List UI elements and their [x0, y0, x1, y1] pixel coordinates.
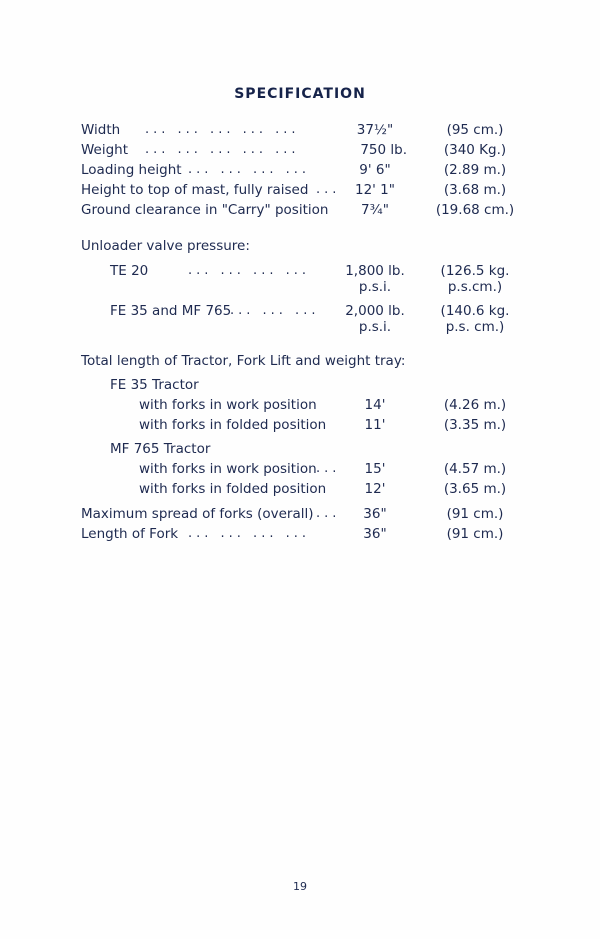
spec-metric-unit: p.s.cm.) — [447, 279, 503, 295]
spec-value: 2,000 lb. — [345, 303, 405, 319]
spec-value: 36" — [363, 506, 387, 522]
section-heading: Unloader valve pressure: — [81, 238, 250, 254]
tractor-name: MF 765 Tractor — [110, 441, 211, 457]
spec-label: with forks in folded position — [139, 481, 327, 497]
spec-label: with forks in folded position — [139, 417, 327, 433]
leader-dots: ... ... ... ... — [188, 263, 310, 278]
leader-dots: ... ... ... ... ... — [145, 122, 300, 137]
spec-metric: (19.68 cm.) — [435, 202, 515, 218]
leader-dots: ... — [316, 182, 341, 197]
spec-label: Height to top of mast, fully raised — [81, 182, 309, 198]
spec-label: Width — [81, 122, 121, 138]
leader-dots: ... ... ... ... — [188, 526, 310, 541]
spec-metric-unit: p.s. cm.) — [445, 319, 505, 335]
spec-metric: (340 Kg.) — [443, 142, 507, 158]
leader-dots: ... ... ... — [230, 303, 320, 318]
spec-metric: (2.89 m.) — [443, 162, 507, 178]
spec-metric: (3.68 m.) — [443, 182, 507, 198]
spec-value: 11' — [364, 417, 386, 433]
spec-metric: (126.5 kg. — [440, 263, 510, 279]
section-heading: Total length of Tractor, Fork Lift and weight tray: — [81, 353, 406, 369]
spec-label: with forks in work position — [139, 461, 317, 477]
spec-value: 9' 6" — [359, 162, 391, 178]
spec-value: 15' — [364, 461, 386, 477]
spec-label: Maximum spread of forks (overall) — [81, 506, 314, 522]
spec-value: 37½" — [356, 122, 394, 138]
spec-label: Loading height — [81, 162, 182, 178]
spec-metric: (3.65 m.) — [443, 481, 507, 497]
spec-value-unit: p.s.i. — [358, 279, 392, 295]
spec-value: 1,800 lb. — [345, 263, 405, 279]
spec-label: Weight — [81, 142, 129, 158]
spec-label: FE 35 and MF 765 — [110, 303, 232, 319]
spec-label: Ground clearance in "Carry" position — [81, 202, 329, 218]
page-title: SPECIFICATION — [234, 86, 366, 102]
tractor-name: FE 35 Tractor — [110, 377, 199, 393]
spec-value: 36" — [363, 526, 387, 542]
page-number: 19 — [293, 880, 307, 893]
spec-value: 750 lb. — [360, 142, 407, 158]
spec-metric: (95 cm.) — [446, 122, 504, 138]
spec-metric: (3.35 m.) — [443, 417, 507, 433]
leader-dots: ... ... ... ... ... — [145, 142, 300, 157]
spec-metric: (140.6 kg. — [440, 303, 510, 319]
spec-label: with forks in work position — [139, 397, 317, 413]
spec-value: 7¾" — [361, 202, 389, 218]
spec-label: Length of Fork — [81, 526, 179, 542]
spec-value: 12' — [364, 481, 386, 497]
spec-value-unit: p.s.i. — [358, 319, 392, 335]
leader-dots: ... — [316, 461, 341, 476]
leader-dots: ... ... ... ... — [188, 162, 310, 177]
spec-value: 14' — [364, 397, 386, 413]
spec-metric: (4.26 m.) — [443, 397, 507, 413]
spec-metric: (91 cm.) — [446, 506, 504, 522]
spec-metric: (4.57 m.) — [443, 461, 507, 477]
spec-value: 12' 1" — [355, 182, 395, 198]
spec-label: TE 20 — [110, 263, 149, 279]
leader-dots: ... — [316, 506, 341, 521]
spec-metric: (91 cm.) — [446, 526, 504, 542]
